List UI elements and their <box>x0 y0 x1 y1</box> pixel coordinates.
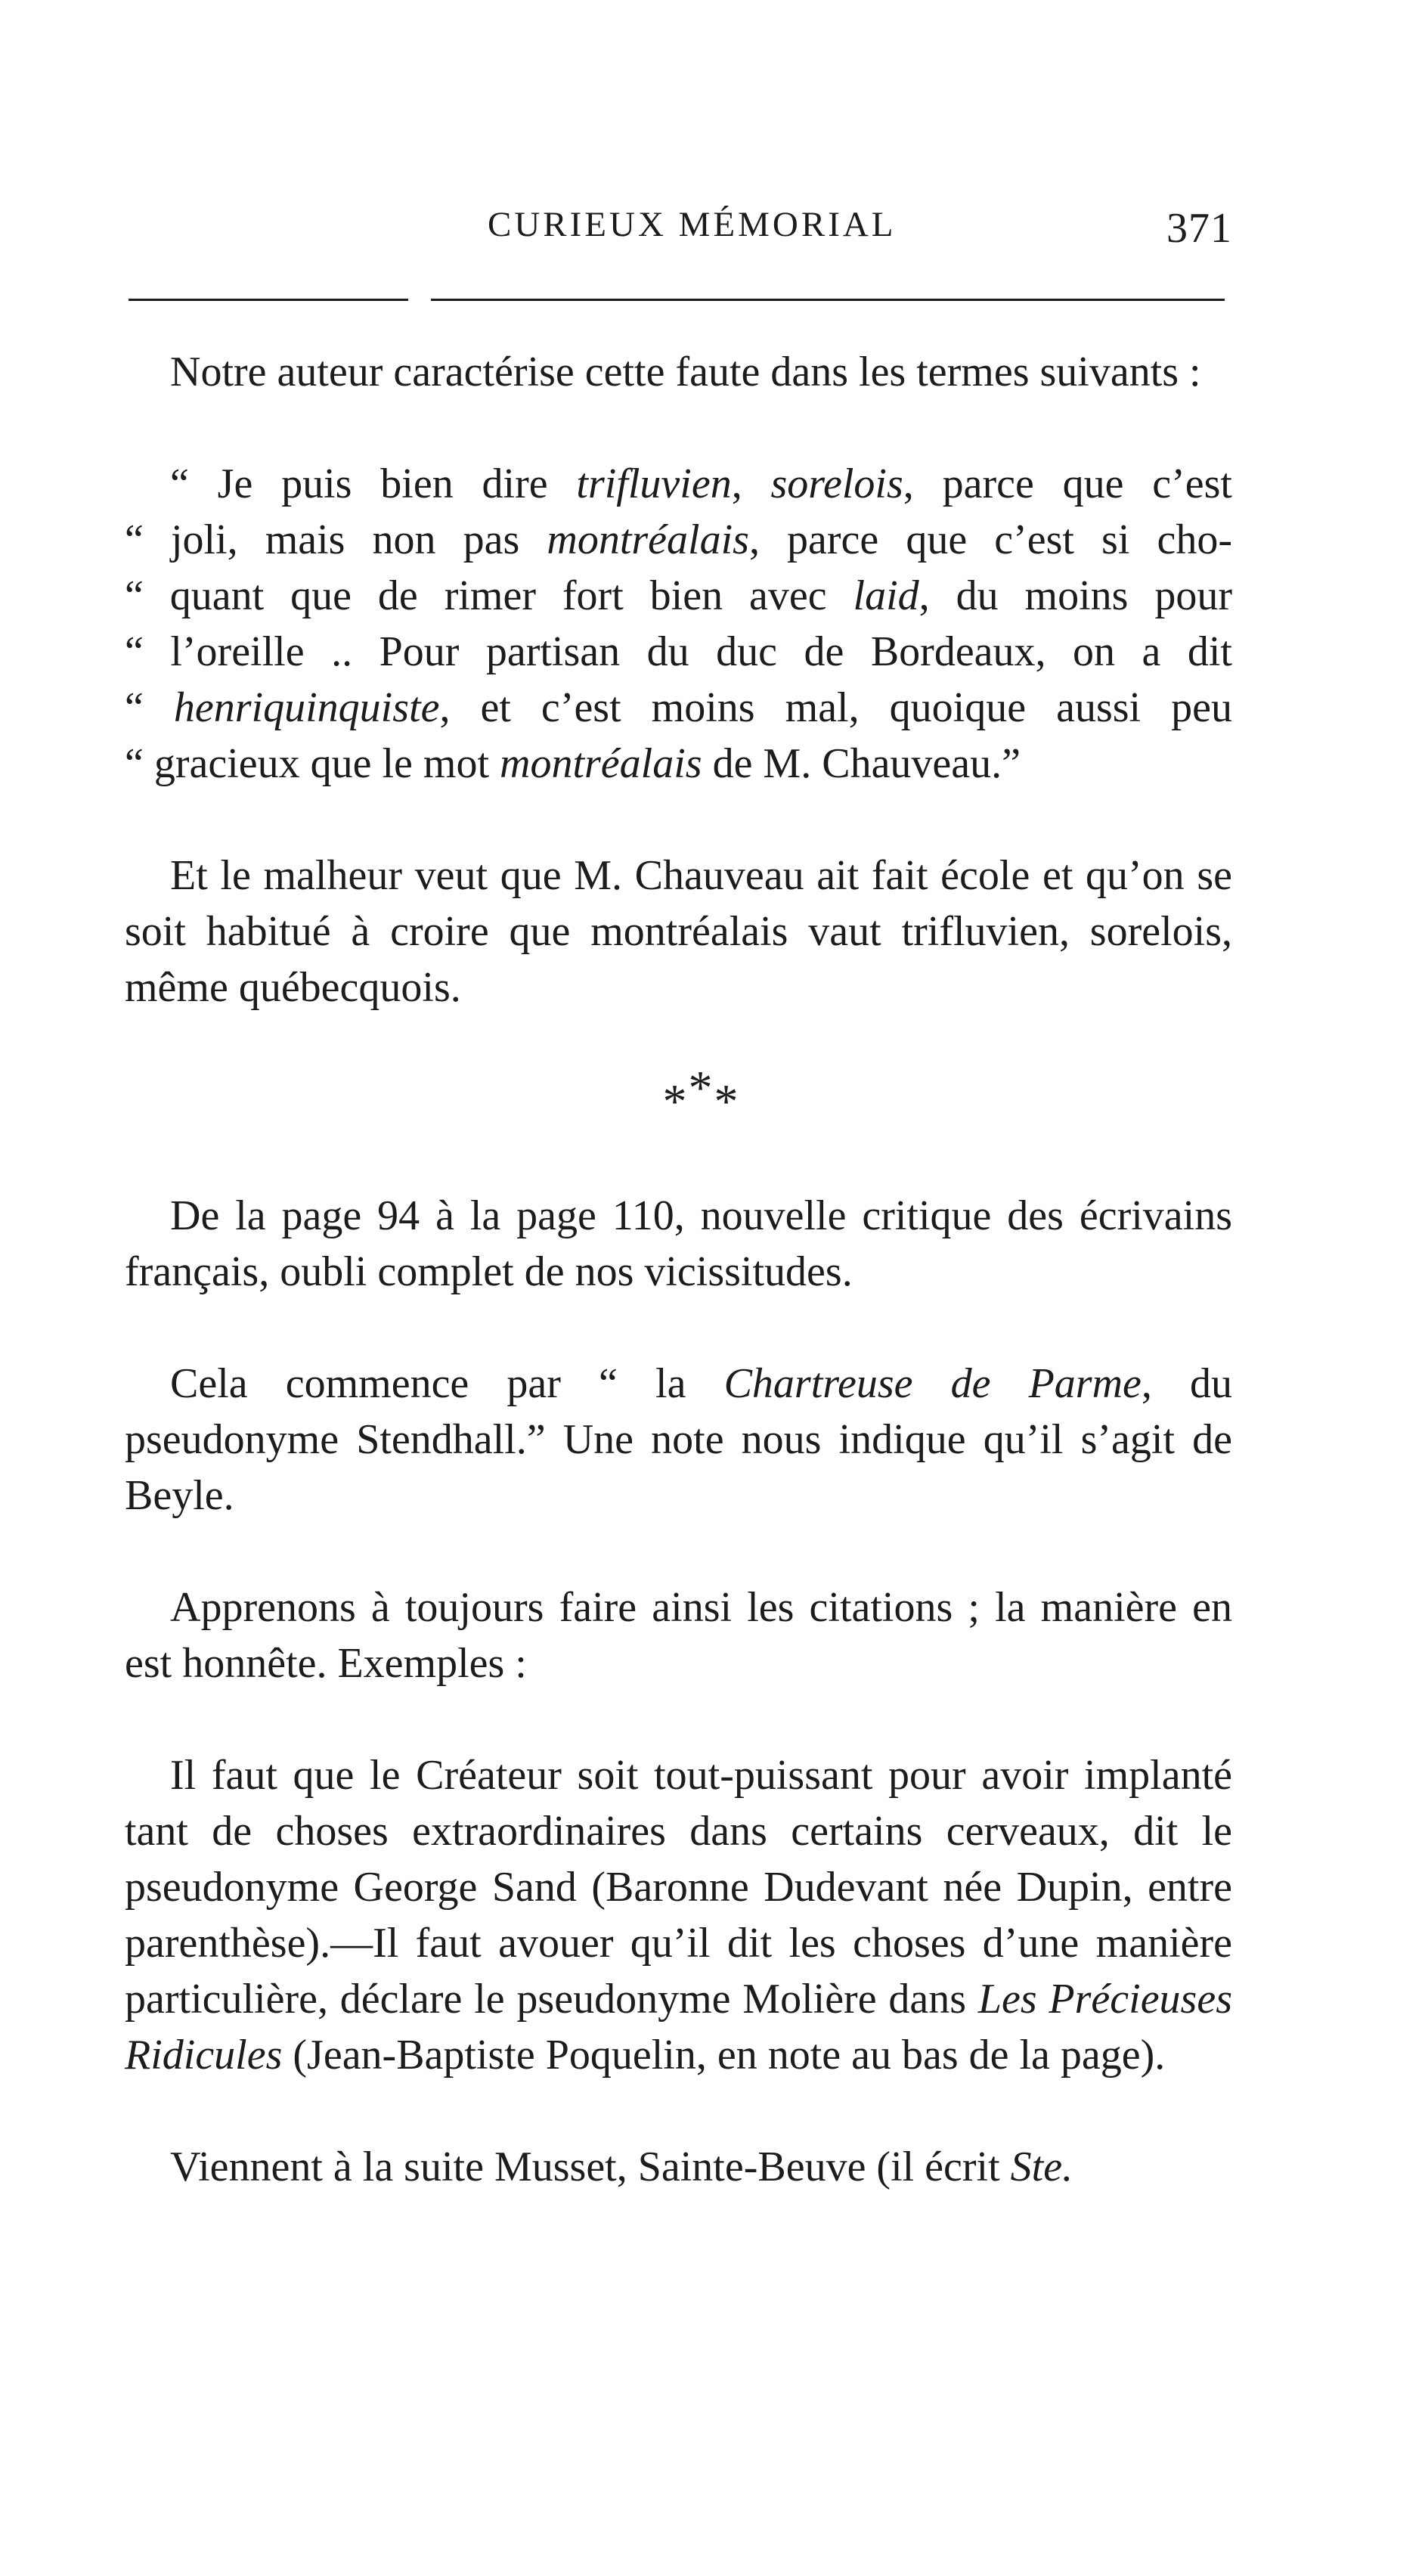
paragraph-2: Et le malheur veut que M. Chauveau ait fait école et qu’on se soit habitué à croire que montréalais vaut trifluvien, sorelois, même québecquois. <box>125 852 1232 1011</box>
paragraph-3: De la page 94 à la page 110, nouvelle critique des écrivains français, oubli complet de nos vicissitudes. <box>125 1192 1232 1295</box>
paragraph-gap <box>125 1015 1232 1071</box>
paragraph-gap <box>125 400 1232 456</box>
paragraph-gap <box>125 1691 1232 1747</box>
paragraph-gap <box>125 2083 1232 2139</box>
paragraph-4: Cela commence par “ la Chartreuse de Parme, du pseudonyme Stendhall.” Une note nous indique qu’il s’agit de Beyle. <box>125 1360 1233 1519</box>
paragraph-gap <box>125 1524 1232 1579</box>
running-title: CURIEUX MÉMORIAL <box>488 205 897 244</box>
quote-line-6: “ gracieux que le mot montréalais de M. Chauveau.” <box>125 740 1021 787</box>
paragraph-1: Notre auteur caractérise cette faute dans les termes suivants : <box>170 349 1201 395</box>
quote-line-1: “ Je puis bien dire trifluvien, sorelois, parce que c’est <box>170 460 1232 507</box>
quote-line-5: “ henriquinquiste, et c’est moins mal, quoique aussi peu <box>125 684 1233 731</box>
paragraph-7: Viennent à la suite Musset, Sainte-Beuve (il écrit Ste. <box>170 2144 1073 2190</box>
paragraph-gap <box>125 1132 1232 1188</box>
quote-line-3: “ quant que de rimer fort bien avec laid, du moins pour <box>125 572 1233 619</box>
page-number: 371 <box>1166 205 1232 252</box>
page-body <box>125 344 1232 2195</box>
paragraph-5: Apprenons à toujours faire ainsi les citations ; la manière en est honnête. Exemples : <box>125 1584 1232 1687</box>
asterism-divider: *** <box>662 1061 740 1128</box>
page-header <box>125 204 1232 272</box>
header-rule-right <box>431 299 1225 301</box>
quote-line-2: “ joli, mais non pas montréalais, parce que c’est si cho- <box>125 516 1232 563</box>
header-rule-left <box>129 299 408 301</box>
paragraph-gap <box>125 792 1232 848</box>
paragraph-6: Il faut que le Créateur soit tout-puissant pour avoir implanté tant de choses extraordinaires dans certains cerveaux, dit le pseudonyme George Sand (Baronne Dudevant née Dupin, entre parenthèse).—Il faut avouer qu’il dit les choses d’une manière particulière, déclare le pseudonyme Molière dans Les Précieuses Ridicules (Jean-Baptiste Poquelin, en note au bas de la page). <box>125 1752 1232 2078</box>
quotation-block <box>125 456 1232 792</box>
quote-line-4: “ l’oreille .. Pour partisan du duc de Bordeaux, on a dit <box>125 628 1232 675</box>
paragraph-gap <box>125 1300 1232 1356</box>
